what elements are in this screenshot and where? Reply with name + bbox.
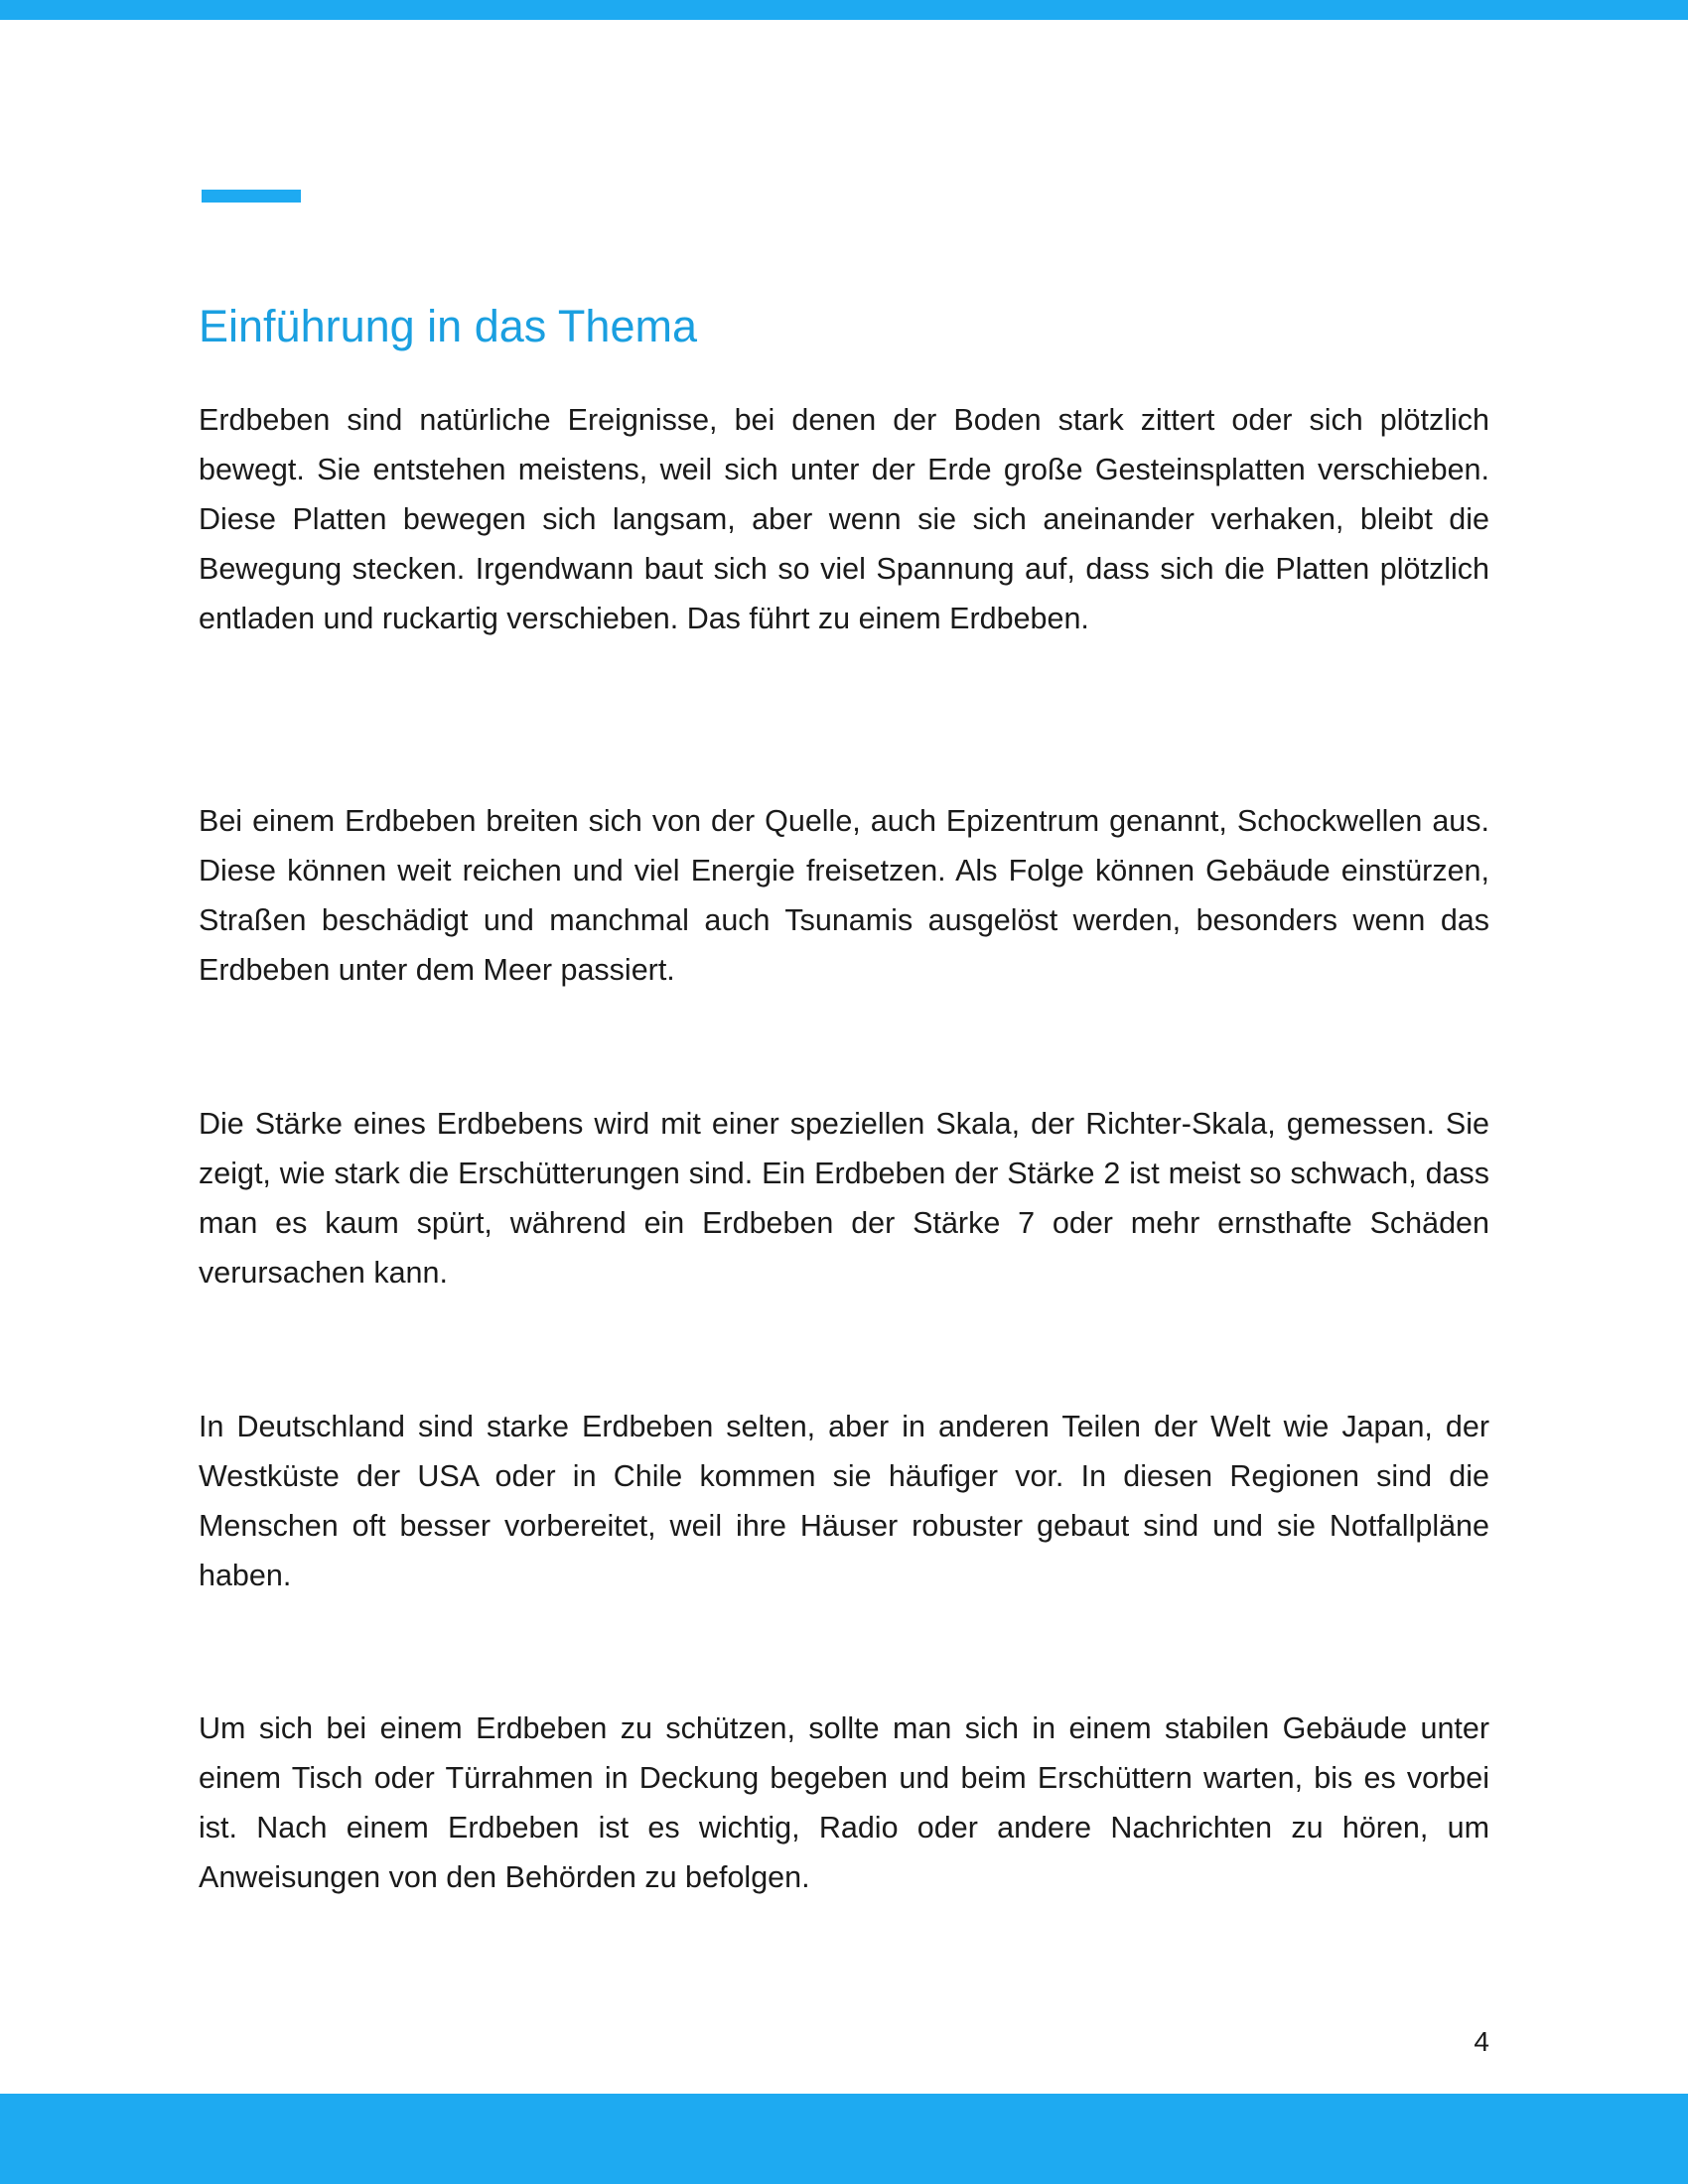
paragraph-4: In Deutschland sind starke Erdbeben selten, aber in anderen Teilen der Welt wie Japan, der Westküste der USA oder in Chile kommen sie häufiger vor. In diesen Regionen sind die Menschen oft besser vorbereitet, weil ihre Häuser robuster gebaut sind und sie Notfallpläne haben. [199, 1410, 1489, 1592]
bottom-accent-bar [0, 2094, 1688, 2184]
page-number: 4 [1474, 2026, 1489, 2057]
heading-accent-line [202, 190, 301, 203]
paragraph-1: Erdbeben sind natürliche Ereignisse, bei denen der Boden stark zittert oder sich plötzlich bewegt. Sie entstehen meistens, weil sich unter der Erde große Gesteinsplatten verschieben. Diese Platten bewegen sich langsam, aber wenn sie sich aneinander verhaken, bleibt die Bewegung stecken. Irgendwann baut sich so viel Spannung auf, dass sich die Platten plötzlich entladen und ruckartig verschieben. Das führt zu einem Erdbeben. [199, 403, 1489, 635]
paragraph-3: Die Stärke eines Erdbebens wird mit einer speziellen Skala, der Richter-Skala, gemessen. Sie zeigt, wie stark die Erschütterungen sind. Ein Erdbeben der Stärke 2 ist meist so schwach, dass man es kaum spürt, während ein Erdbeben der Stärke 7 oder mehr ernsthafte Schäden verursachen kann. [199, 1107, 1489, 1290]
top-accent-bar [0, 0, 1688, 20]
paragraph-5: Um sich bei einem Erdbeben zu schützen, sollte man sich in einem stabilen Gebäude unter einem Tisch oder Türrahmen in Deckung begeben und beim Erschüttern warten, bis es vorbei ist. Nach einem Erdbeben ist es wichtig, Radio oder andere Nachrichten zu hören, um Anweisungen von den Behörden zu befolgen. [199, 1711, 1489, 1894]
section-heading: Einführung in das Thema [199, 301, 697, 351]
paragraph-2: Bei einem Erdbeben breiten sich von der Quelle, auch Epizentrum genannt, Schockwellen aus. Diese können weit reichen und viel Energie freisetzen. Als Folge können Gebäude einstürzen, Straßen beschädigt und manchmal auch Tsunamis ausgelöst werden, besonders wenn das Erdbeben unter dem Meer passiert. [199, 804, 1489, 987]
